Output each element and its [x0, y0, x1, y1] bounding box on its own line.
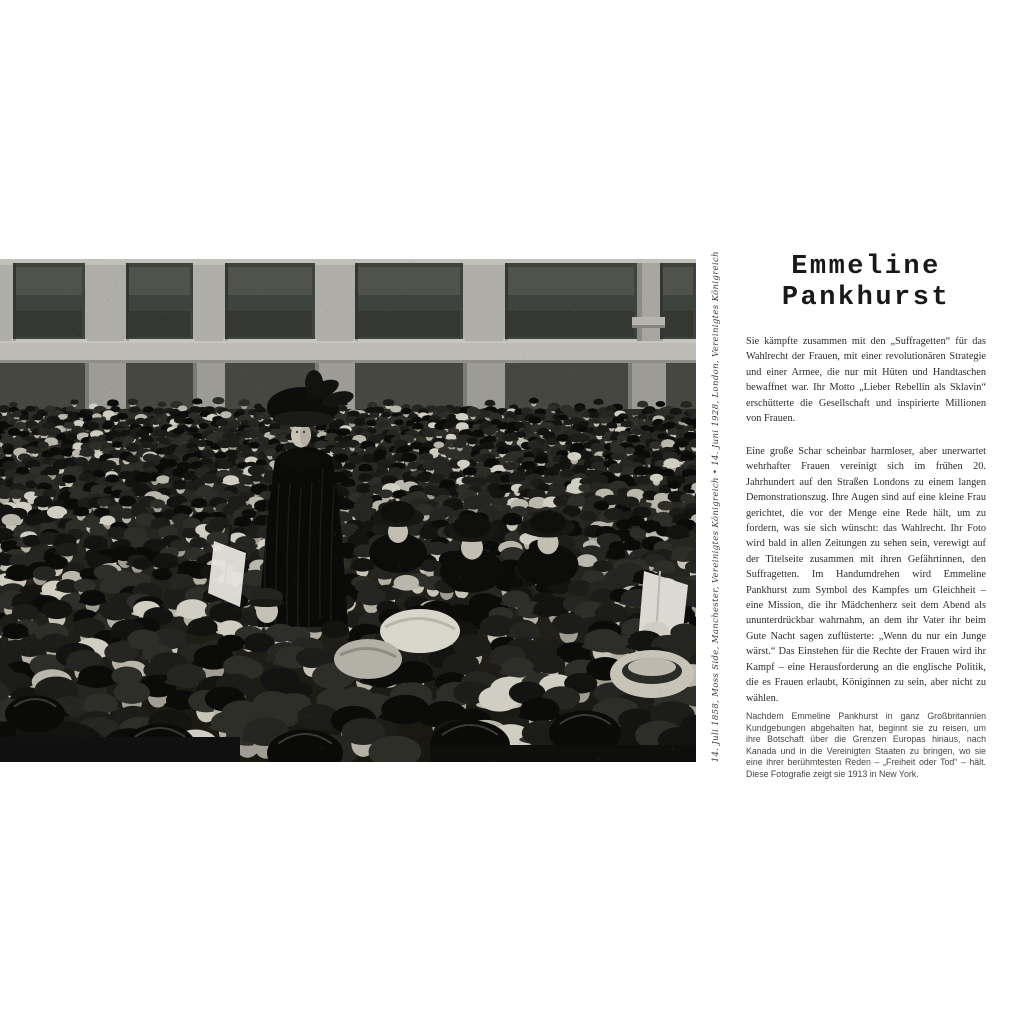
- photo-side-caption: [703, 250, 729, 762]
- body-paragraph: Eine große Schar scheinbar harmloser, aber unerwartet wehrhafter Frauen vereinigt sich im frühen 20. Jahrhundert auf den Straßen Londons zu einem langen Demonstrationszug. Ihre Augen sind auf eine kleine Frau gerichtet, die vor der Menge eine Rede hält, um zu fordern, was sie sich wünscht: das Wahlrecht. Ihr Foto wird bald in allen Zeitungen zu sehen sein, verewigt auf der Titelseite zusammen mit ihren Gefährtinnen, den Suffragetten. Im Handumdrehen wird Emmeline Pankhurst zum Symbol des Kampfes um Gleichheit – eine Mission, die ihr Mädchenherz seit dem Abend als ununterdrückbar wahrnahm, an dem ihr Vater ihr beim Gute Nacht sagen zuflüsterte: „Wenn du nur ein Junge wärst.“ Das Einstehen für die Rechte der Frauen wird ihr Kampf – eine Herausforderung an die englische Politik, die es Frauen erlaubt, Königinnen zu sein, aber nicht zu wählen.: [746, 446, 986, 704]
- title-line-1: Emmeline: [791, 252, 941, 282]
- crowd-photo-illustration: [0, 259, 696, 762]
- title-line-2: Pankhurst: [781, 283, 951, 313]
- page-title: [746, 252, 986, 314]
- photo-caption: Nachdem Emmeline Pankhurst in ganz Großbritannien Kundgebungen abgehalten hat, beginnt sie zu reisen, um ihre Botschaft über die Grenzen Europas hinaus, nach Kanada und in die Vereinigten Staaten zu bringen, wo sie eine ihrer berühmtesten Reden – „Freiheit oder Tod“ – hält. Diese Fotografie zeigt sie 1913 in New York.: [746, 711, 986, 779]
- pankhurst-photo: [0, 259, 696, 762]
- intro-paragraph: Sie kämpfte zusammen mit den „Suffragetten“ für das Wahlrecht der Frauen, mit einer revolutionären Strategie und einer Armee, die nur mit Hüten und Handtaschen bewaffnet war. Ihr Motto „Lieber Rebellin als Sklavin“ erschütterte die Gesellschaft und inspirierte Millionen von Frauen.: [746, 336, 986, 425]
- article-column: [746, 0, 986, 1024]
- life-dates-text: 14. Juli 1858, Moss Side, Manchester, Vereinigtes Königreich • 14. Juni 1928, London, Vereinigtes Königreich: [711, 250, 721, 762]
